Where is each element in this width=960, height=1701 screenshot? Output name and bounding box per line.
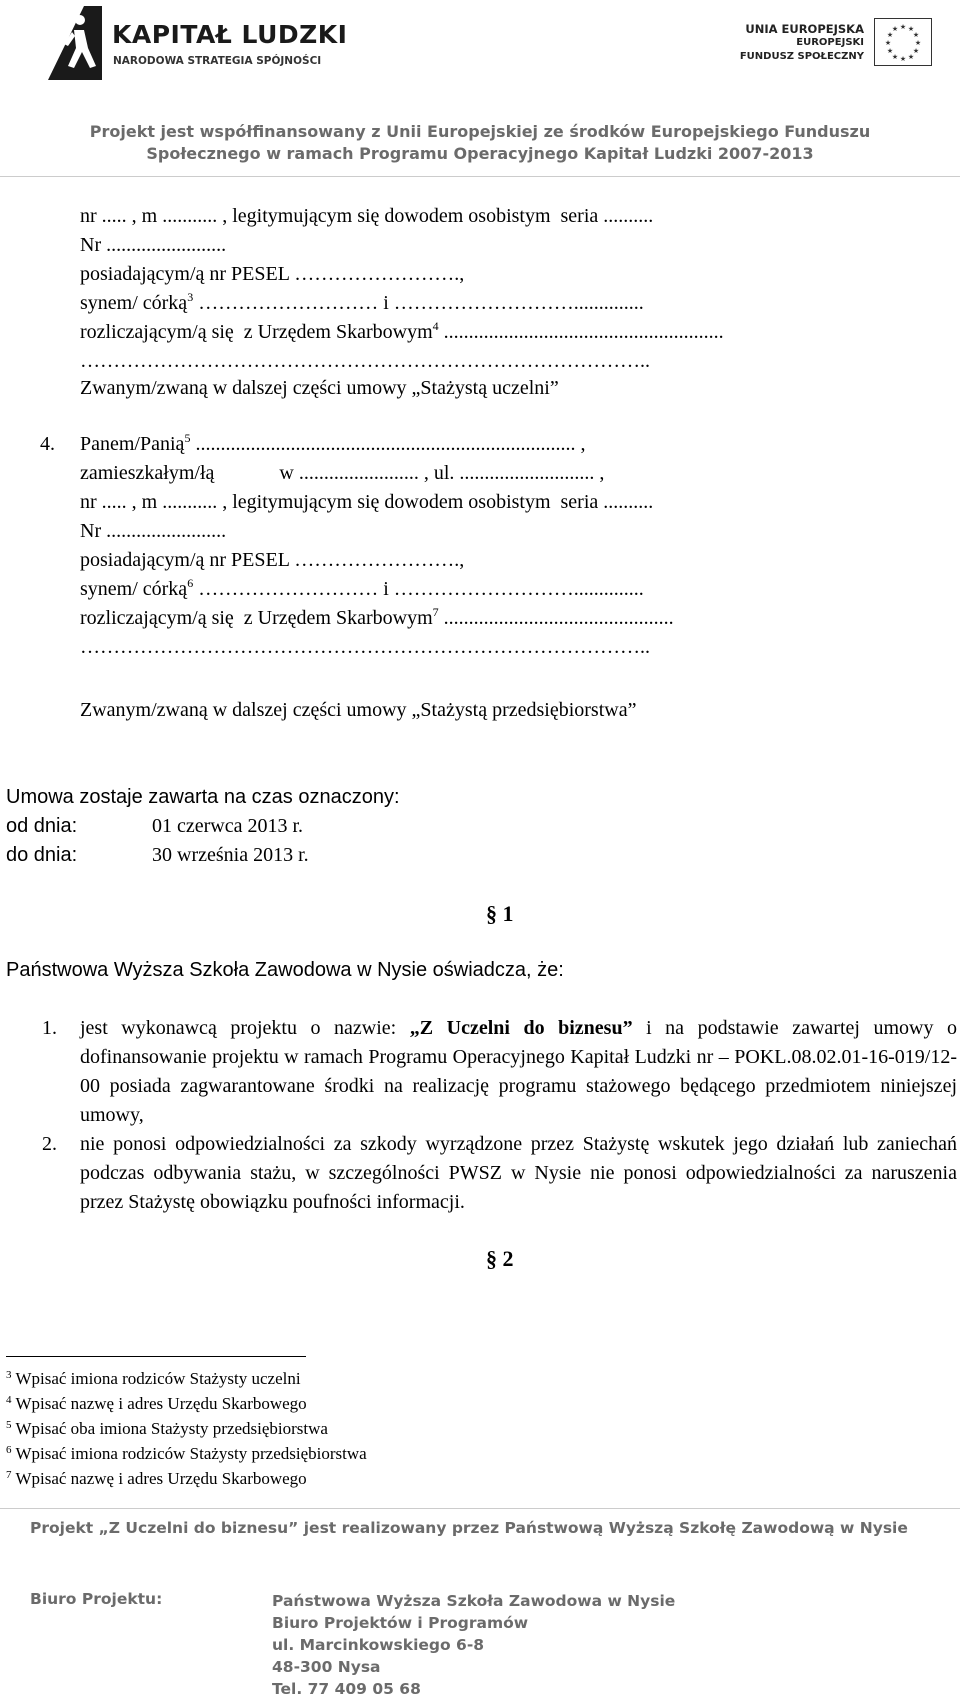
footnote-text: Wpisać imiona rodziców Stażysty przedsiębiorstwa [11,1444,367,1463]
term-from-value: 01 czerwca 2013 r. [152,815,304,837]
przeds-line-pesel: posiadającym/ą nr PESEL ……………………., [80,549,465,571]
przeds-tax-blank: .............................................. [438,607,674,629]
footnote-ref-3: 3 [187,290,194,304]
svg-text:★: ★ [891,25,899,33]
przeds-name-blank: ............................................................................ , [190,433,586,455]
section-1-heading: § 1 [486,901,514,926]
section-2-heading: § 2 [486,1246,514,1271]
address-line: 48-300 Nysa [272,1658,381,1676]
uczelnia-line-pesel: posiadającym/ą nr PESEL ……………………., [80,263,465,285]
header-divider [0,176,960,177]
przeds-line-name [80,430,674,459]
footnote-text: Wpisać nazwę i adres Urzędu Skarbowego [11,1394,307,1413]
svg-text:★: ★ [884,39,892,47]
term-from-label: od dnia: [6,815,78,837]
footnote [6,1466,367,1491]
uczelnia-tax-blank: ........................................................ [438,321,724,343]
cofinancing-banner [60,121,900,165]
svg-text:★: ★ [899,23,907,31]
eu-logo-text [740,22,864,64]
kapital-ludzki-emblem-icon [44,2,106,82]
uczelnia-line-nr: Nr ........................ [80,234,227,256]
uczelnia-designation: Zwanym/zwaną w dalszej części umowy „Stażystą uczelni” [80,377,559,399]
banner-line1: Projekt jest współfinansowany z Unii Europejskiej ze środków Europejskiego Funduszu [89,122,871,141]
declaration-intro: Państwowa Wyższa Szkoła Zawodowa w Nysie oświadcza, że: [6,959,564,981]
uczelnia-tax-label: rozliczającym/ą się z Urzędem Skarbowym [80,321,433,343]
przeds-line-address: zamieszkałym/łą w ........................ , ul. ........................... , [80,462,605,484]
svg-text:★: ★ [907,25,915,33]
przeds-parents-label: synem/ córką [80,578,188,600]
uczelnia-parents-blank: ……………………… i ……………………….............. [193,292,644,314]
svg-text:★: ★ [886,31,894,39]
eu-logo [730,14,942,74]
party-przedsiebiorstwo-details [80,430,674,662]
footnote [6,1416,367,1441]
footer-project-line: Projekt „Z Uczelni do biznesu” jest realizowany przez Państwową Wyższą Szkołę Zawodową w Nysie [30,1519,908,1537]
footnote-ref-5: 5 [184,431,191,445]
footnote-ref-6: 6 [187,576,194,590]
party-4-number: 4. [40,433,55,455]
address-line: ul. Marcinkowskiego 6-8 [272,1636,485,1654]
footnote-number: 5 [6,1419,12,1431]
footer-divider [0,1508,960,1509]
uczelnia-line-tax [80,318,724,347]
term-to-label: do dnia: [6,844,78,866]
footnote [6,1391,367,1416]
footer-office-label: Biuro Projektu: [30,1590,163,1608]
declaration-item-1 [80,1014,957,1130]
eu-logo-line2: EUROPEJSKI [796,37,864,48]
eu-logo-line3: FUNDUSZ SPOŁECZNY [739,51,864,62]
uczelnia-line-tax-cont: ………………………………………………………………………….. [80,350,650,372]
logo-left-subtitle: NARODOWA STRATEGIA SPÓJNOŚCI [113,55,322,67]
footnote-number: 7 [6,1469,12,1481]
footnote-text: Wpisać nazwę i adres Urzędu Skarbowego [11,1469,307,1488]
svg-text:★: ★ [912,31,920,39]
przeds-line-id: nr ..... , m ........... , legitymującym się dowodem osobistym seria .......... [80,491,654,513]
footnote-text: Wpisać oba imiona Stażysty przedsiębiorstwa [11,1419,328,1438]
footnote [6,1441,367,1466]
footnote-number: 3 [6,1369,12,1381]
svg-text:★: ★ [912,47,920,55]
banner-line2: Społecznego w ramach Programu Operacyjnego Kapitał Ludzki 2007-2013 [146,144,814,163]
address-line: Tel. 77 409 05 68 [272,1680,421,1698]
declaration-item-2: nie ponosi odpowiedzialności za szkody wyrządzone przez Stażystę wskutek jego działań lub zaniechań podczas odbywania stażu, w szczególności PWSZ w Nysie nie ponosi odpowiedzialności za naruszenia przez Stażystę obowiązku poufności informacji. [80,1133,957,1213]
przeds-line-parents [80,575,674,604]
term-heading: Umowa zostaje zawarta na czas oznaczony: [6,786,400,808]
party-uczelnia-details [80,202,724,376]
item1-text-rest: i na podstawie zawartej umowy o dofinansowanie projektu w ramach Programu Operacyjnego Kapitał Ludzki nr – POKL.08.02.01-16-019/12-00 posiada zagwarantowane środki na realizację programu stażowego będącego przedmiotem niniejszej umowy, [80,1017,957,1126]
footnote-number: 6 [6,1444,12,1456]
declaration-item-2-number: 2. [42,1133,57,1155]
przeds-line-nr: Nr ........................ [80,520,227,542]
svg-text:★: ★ [907,53,915,61]
eu-flag-icon [874,18,932,66]
uczelnia-parents-label: synem/ córką [80,292,188,314]
svg-text:★: ★ [899,55,907,63]
address-line: Państwowa Wyższa Szkoła Zawodowa w Nysie [272,1592,676,1610]
item1-text-start: jest wykonawcą projektu o nazwie: [80,1017,410,1039]
uczelnia-line-parents [80,289,724,318]
przeds-tax-label: rozliczającym/ą się z Urzędem Skarbowym [80,607,433,629]
przeds-line-tax [80,604,674,633]
przedsiebiorstwo-designation: Zwanym/zwaną w dalszej części umowy „Stażystą przedsiębiorstwa” [80,699,637,721]
term-to-value: 30 września 2013 r. [152,844,309,866]
address-line: Biuro Projektów i Programów [272,1614,529,1632]
footnote-ref-7: 7 [432,605,439,619]
przeds-parents-blank: ……………………… i ……………………….............. [193,578,644,600]
page-header [0,0,960,180]
footnotes [6,1366,367,1491]
svg-text:★: ★ [886,47,894,55]
footnote-number: 4 [6,1394,12,1406]
przeds-name-label: Panem/Panią [80,433,185,455]
footnote [6,1366,367,1391]
declaration-item-1-number: 1. [42,1017,57,1039]
svg-text:★: ★ [914,39,922,47]
uczelnia-line-id: nr ..... , m ........... , legitymującym się dowodem osobistym seria .......... [80,205,654,227]
svg-text:★: ★ [891,53,899,61]
przeds-line-tax-cont: ………………………………………………………………………….. [80,636,650,658]
eu-logo-line1: UNIA EUROPEJSKA [745,22,864,36]
footnote-ref-4: 4 [432,319,439,333]
footnote-divider [6,1356,306,1357]
kapital-ludzki-logo [44,2,348,82]
footnote-text: Wpisać imiona rodziców Stażysty uczelni [11,1369,301,1388]
logo-left-title: KAPITAŁ LUDZKI [112,20,348,49]
project-name: „Z Uczelni do biznesu” [409,1017,633,1039]
